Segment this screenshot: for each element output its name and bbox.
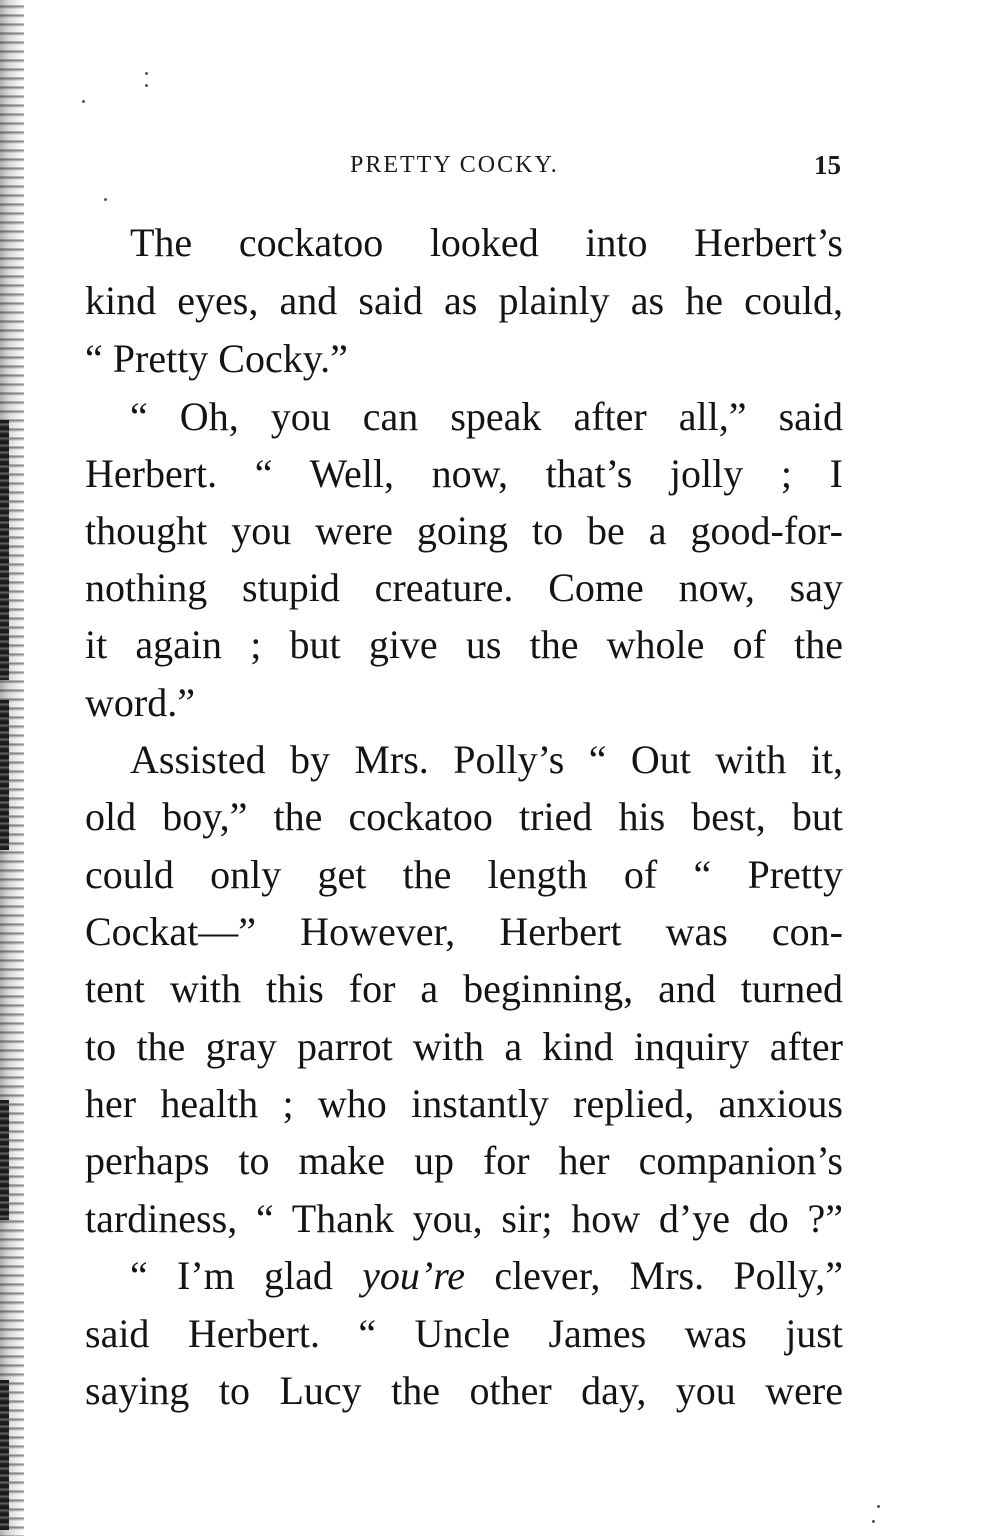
text-line: could only get the length of “ Pretty xyxy=(85,852,843,897)
text-line: saying to Lucy the other day, you were xyxy=(85,1368,843,1413)
text-line: tent with this for a beginning, and turned xyxy=(85,966,843,1011)
text-line: The cockatoo looked into Herbert’s xyxy=(130,220,843,265)
dust-speck xyxy=(104,198,107,201)
text-line: to the gray parrot with a kind inquiry after xyxy=(85,1024,843,1069)
text-line: her health ; who instantly replied, anxious xyxy=(85,1081,843,1126)
text-line: Herbert. “ Well, now, that’s jolly ; I xyxy=(85,451,843,496)
text-line xyxy=(130,1247,843,1305)
text-line: tardiness, “ Thank you, sir; how d’ye do ?” xyxy=(85,1196,843,1241)
page-edge-shadow xyxy=(0,700,9,850)
dust-speck xyxy=(145,84,148,87)
dust-speck xyxy=(145,72,148,75)
text-line: word.” xyxy=(85,680,195,725)
text-line: nothing stupid creature. Come now, say xyxy=(85,565,843,610)
text-line: “ Pretty Cocky.” xyxy=(85,336,348,381)
dust-speck xyxy=(872,1520,875,1523)
page-edge-shadow xyxy=(0,420,9,680)
text-line: kind eyes, and said as plainly as he could, xyxy=(85,278,843,323)
text-line: “ Oh, you can speak after all,” said xyxy=(130,394,843,439)
text-segment: “ I’m glad xyxy=(130,1253,363,1298)
text-line: thought you were going to be a good-for- xyxy=(85,508,843,553)
text-segment: clever, Mrs. Polly,” xyxy=(465,1253,843,1298)
dust-speck xyxy=(82,100,85,103)
running-head: PRETTY COCKY. xyxy=(350,152,559,178)
page-edge-shadow xyxy=(0,1380,9,1530)
text-line: perhaps to make up for her companion’s xyxy=(85,1138,843,1183)
page-edge-shadow xyxy=(0,1100,9,1220)
dust-speck xyxy=(877,1505,880,1508)
text-line: Assisted by Mrs. Polly’s “ Out with it, xyxy=(130,737,843,782)
text-line: said Herbert. “ Uncle James was just xyxy=(85,1311,843,1356)
text-line: it again ; but give us the whole of the xyxy=(85,622,843,667)
text-line: old boy,” the cockatoo tried his best, but xyxy=(85,794,843,839)
text-line: Cockat—” However, Herbert was con- xyxy=(85,909,843,954)
page-number: 15 xyxy=(814,150,841,180)
emphasized-word: you’re xyxy=(362,1253,466,1298)
